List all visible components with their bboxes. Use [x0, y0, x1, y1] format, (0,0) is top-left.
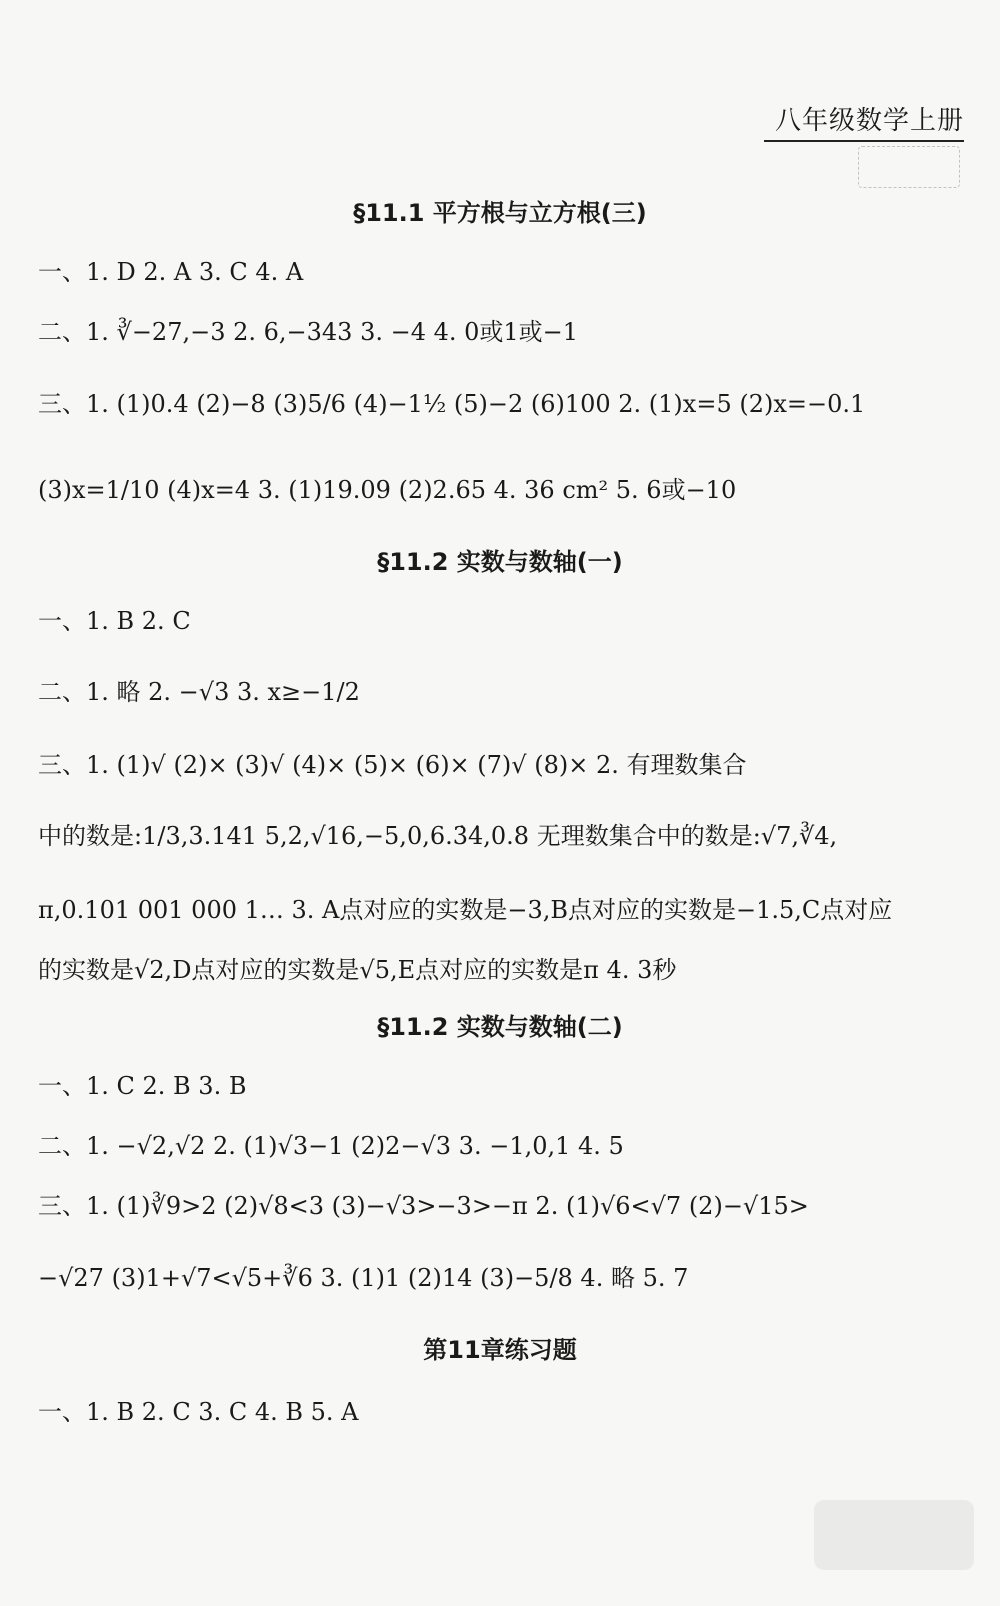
answer-line: 一、1. B 2. C 3. C 4. B 5. A: [38, 1398, 359, 1426]
answer-line: 一、1. C 2. B 3. B: [38, 1072, 247, 1100]
section-title-11-1-3: §11.1 平方根与立方根(三): [353, 199, 647, 227]
answer-line: 二、1. ∛−27,−3 2. 6,−343 3. −4 4. 0或1或−1: [38, 318, 579, 346]
answer-line: 一、1. D 2. A 3. C 4. A: [38, 258, 304, 286]
answer-line: 三、1. (1)∛9>2 (2)√8<3 (3)−√3>−3>−π 2. (1)√6<√7 (2)−√15>: [38, 1192, 809, 1220]
section-title-chapter-11-exercises: 第11章练习题: [423, 1336, 577, 1364]
answer-line: 中的数是:1/3,3.141 5,2,√16,−5,0,6.3̇4̇,0.8 无理数集合中的数是:√7,∛4,: [38, 822, 838, 850]
answer-line: 二、1. −√2,√2 2. (1)√3−1 (2)2−√3 3. −1,0,1 4. 5: [38, 1132, 624, 1160]
answer-line: 一、1. B 2. C: [38, 607, 191, 635]
answer-line: π,0.101 001 000 1… 3. A点对应的实数是−3,B点对应的实数是−1.5,C点对应: [38, 896, 893, 924]
answer-line: 三、1. (1)0.4 (2)−8 (3)5/6 (4)−1½ (5)−2 (6)100 2. (1)x=5 (2)x=−0.1: [38, 390, 866, 418]
answer-line: 三、1. (1)√ (2)× (3)√ (4)× (5)× (6)× (7)√ (8)× 2. 有理数集合: [38, 751, 747, 779]
header-rule: [764, 140, 964, 142]
section-title-11-2-2: §11.2 实数与数轴(二): [377, 1013, 623, 1041]
answer-line: (3)x=1/10 (4)x=4 3. (1)19.09 (2)2.65 4. 36 cm² 5. 6或−10: [38, 476, 737, 504]
book-title: 八年级数学上册: [774, 106, 964, 136]
stamp-logo: [858, 146, 960, 188]
answer-line: 的实数是√2,D点对应的实数是√5,E点对应的实数是π 4. 3秒: [38, 956, 677, 984]
answer-line: −√27 (3)1+√7<√5+∛6 3. (1)1 (2)14 (3)−5/8 4. 略 5. 7: [38, 1264, 689, 1292]
watermark-logo: [814, 1500, 974, 1570]
answer-line: 二、1. 略 2. −√3 3. x≥−1/2: [38, 678, 360, 706]
section-title-11-2-1: §11.2 实数与数轴(一): [377, 548, 623, 576]
